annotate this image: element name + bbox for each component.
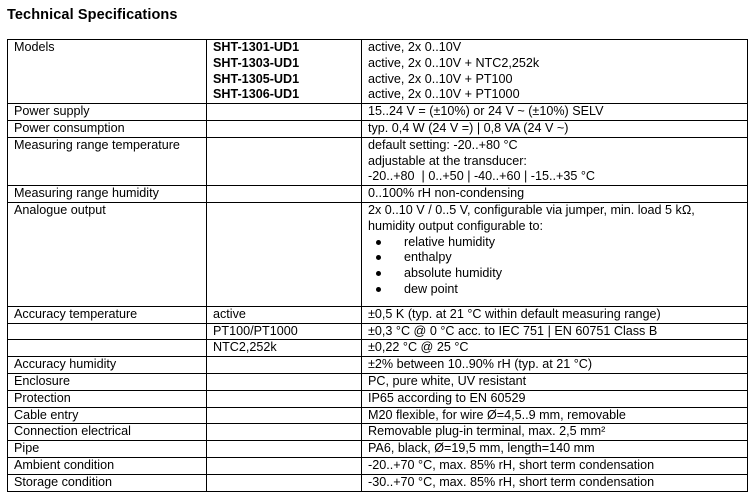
list-item: relative humidity bbox=[368, 235, 747, 251]
table-row bbox=[8, 120, 748, 137]
empty-cell bbox=[207, 407, 362, 424]
empty-cell bbox=[207, 424, 362, 441]
empty-cell bbox=[207, 202, 362, 306]
row-label: Protection bbox=[14, 390, 71, 405]
row-value: adjustable at the transducer: bbox=[368, 153, 527, 168]
list-item: dew point bbox=[368, 282, 747, 298]
row-label: Analogue output bbox=[14, 202, 106, 217]
table-row bbox=[8, 457, 748, 474]
row-value: typ. 0,4 W (24 V =) | 0,8 VA (24 V ~) bbox=[368, 120, 569, 135]
table-row bbox=[8, 323, 748, 340]
empty-cell bbox=[207, 474, 362, 491]
model-name: SHT-1306-UD1 bbox=[213, 87, 300, 102]
table-row bbox=[8, 441, 748, 458]
model-name: SHT-1301-UD1 bbox=[213, 40, 300, 54]
row-label: Cable entry bbox=[14, 407, 79, 422]
row-value: 2x 0..10 V / 0..5 V, configurable via jumper, min. load 5 kΩ, bbox=[368, 202, 695, 217]
table-row bbox=[8, 424, 748, 441]
table-row bbox=[8, 357, 748, 374]
empty-cell bbox=[8, 340, 207, 357]
bullet-icon bbox=[376, 287, 381, 292]
row-label: Pipe bbox=[14, 441, 40, 456]
empty-cell bbox=[207, 390, 362, 407]
empty-cell bbox=[207, 441, 362, 458]
model-value: active, 2x 0..10V + PT1000 bbox=[368, 87, 520, 102]
row-label: Accuracy humidity bbox=[14, 357, 117, 372]
row-label: Connection electrical bbox=[14, 424, 131, 439]
empty-cell bbox=[207, 357, 362, 374]
table-row bbox=[8, 137, 748, 185]
row-value: humidity output configurable to: bbox=[368, 218, 544, 233]
row-value: ±0,5 K (typ. at 21 °C within default measuring range) bbox=[368, 306, 661, 321]
empty-cell bbox=[207, 457, 362, 474]
table-row bbox=[8, 40, 748, 104]
table-row bbox=[8, 390, 748, 407]
list-item: absolute humidity bbox=[368, 266, 747, 282]
row-value: 0..100% rH non-condensing bbox=[368, 186, 525, 201]
empty-cell bbox=[207, 120, 362, 137]
table-row bbox=[8, 407, 748, 424]
row-value: ±0,3 °C @ 0 °C acc. to IEC 751 | EN 60751 Class B bbox=[368, 323, 658, 338]
empty-cell bbox=[207, 137, 362, 185]
row-label bbox=[8, 40, 207, 104]
table-row bbox=[8, 202, 748, 306]
model-name: SHT-1305-UD1 bbox=[213, 71, 300, 86]
row-value: PC, pure white, UV resistant bbox=[368, 373, 527, 388]
row-value: PA6, black, Ø=19,5 mm, length=140 mm bbox=[368, 441, 595, 456]
row-label: Measuring range temperature bbox=[14, 137, 180, 152]
row-label: Accuracy temperature bbox=[14, 306, 138, 321]
model-value: active, 2x 0..10V + PT100 bbox=[368, 71, 513, 86]
table-row bbox=[8, 373, 748, 390]
row-label: Storage condition bbox=[14, 474, 113, 489]
row-value: default setting: -20..+80 °C bbox=[368, 137, 518, 152]
table-row bbox=[8, 104, 748, 121]
empty-cell bbox=[8, 323, 207, 340]
bullet-icon bbox=[376, 255, 381, 260]
table-row bbox=[8, 474, 748, 491]
page-title: Technical Specifications bbox=[7, 7, 178, 23]
row-value: IP65 according to EN 60529 bbox=[368, 390, 526, 405]
models-names-cell bbox=[207, 40, 362, 104]
row-value: -20..+70 °C, max. 85% rH, short term condensation bbox=[368, 457, 655, 472]
models-values-cell bbox=[362, 40, 748, 104]
row-label: Ambient condition bbox=[14, 457, 115, 472]
models-label: Models bbox=[14, 40, 55, 54]
sensor-type: NTC2,252k bbox=[213, 340, 277, 355]
sensor-type: active bbox=[213, 306, 246, 321]
output-options-list bbox=[368, 235, 747, 298]
table-row bbox=[8, 340, 748, 357]
row-value: 15..24 V = (±10%) or 24 V ~ (±10%) SELV bbox=[368, 104, 604, 119]
empty-cell bbox=[207, 373, 362, 390]
list-item: enthalpy bbox=[368, 250, 747, 266]
row-label: Power consumption bbox=[14, 120, 125, 135]
row-value: ±2% between 10..90% rH (typ. at 21 °C) bbox=[368, 357, 593, 372]
model-value: active, 2x 0..10V bbox=[368, 40, 462, 54]
table-row bbox=[8, 306, 748, 323]
row-value: ±0,22 °C @ 25 °C bbox=[368, 340, 469, 355]
row-label: Enclosure bbox=[14, 373, 71, 388]
row-label: Power supply bbox=[14, 104, 90, 119]
model-value: active, 2x 0..10V + NTC2,252k bbox=[368, 55, 540, 70]
row-value: M20 flexible, for wire Ø=4,5..9 mm, removable bbox=[368, 407, 626, 422]
empty-cell bbox=[207, 104, 362, 121]
bullet-icon bbox=[376, 240, 381, 245]
model-name: SHT-1303-UD1 bbox=[213, 55, 300, 70]
row-label: Measuring range humidity bbox=[14, 186, 159, 201]
bullet-icon bbox=[376, 271, 381, 276]
row-value: -20..+80 | 0..+50 | -40..+60 | -15..+35 °C bbox=[368, 169, 595, 184]
empty-cell bbox=[207, 186, 362, 203]
table-row bbox=[8, 186, 748, 203]
spec-table bbox=[7, 39, 748, 492]
sensor-type: PT100/PT1000 bbox=[213, 323, 298, 338]
row-value: -30..+70 °C, max. 85% rH, short term condensation bbox=[368, 474, 655, 489]
row-value: Removable plug-in terminal, max. 2,5 mm² bbox=[368, 424, 606, 439]
